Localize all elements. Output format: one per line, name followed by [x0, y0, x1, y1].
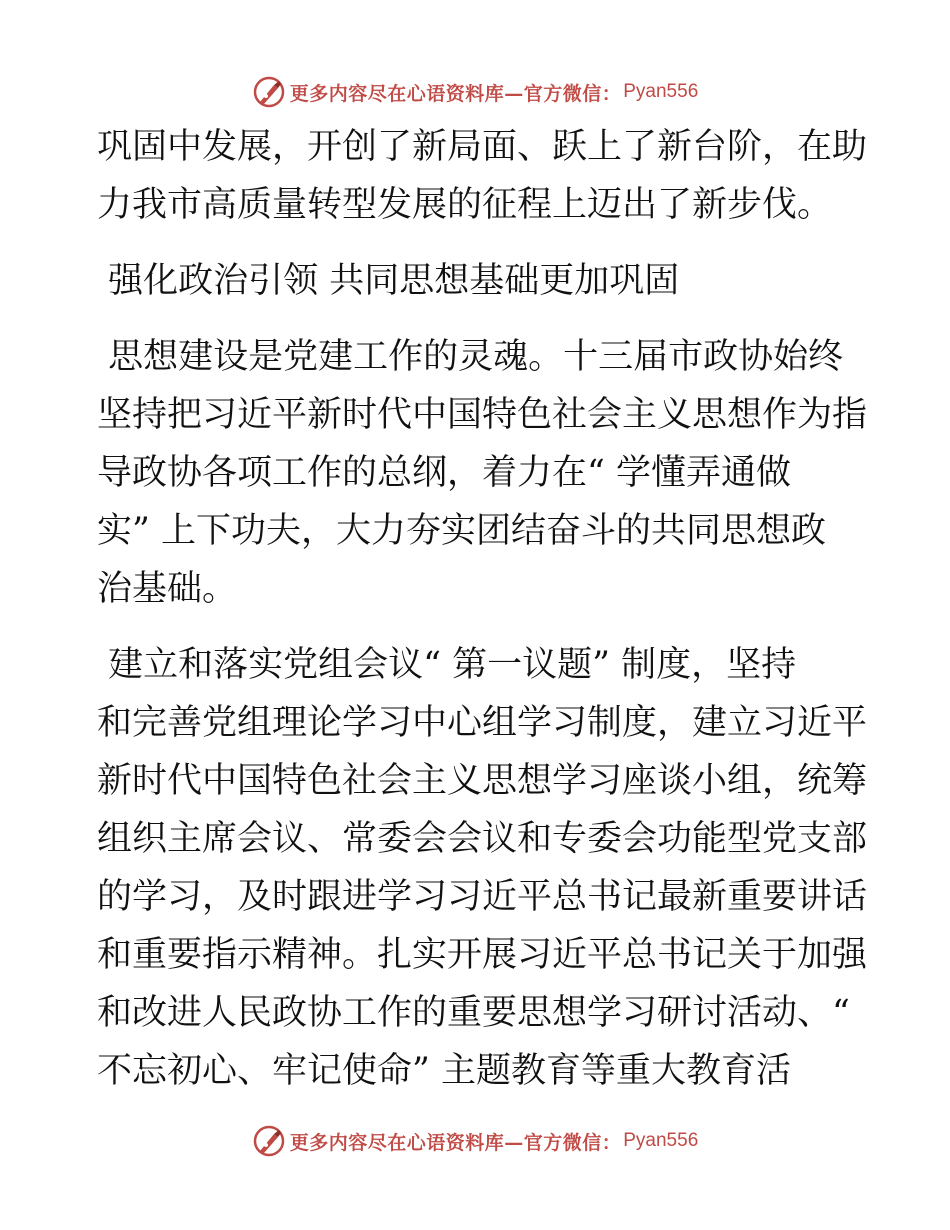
- text-line: 力我市高质量转型发展的征程上迈出了新步伐。: [97, 185, 833, 225]
- text-line: 建立和落实党组会议“ 第一议题” 制度，坚持: [97, 645, 797, 685]
- text-line: 思想建设是党建工作的灵魂。十三届市政协始终: [97, 337, 844, 377]
- wechat-id: Pyan556: [623, 1130, 699, 1151]
- text-line: 和改进人民政协工作的重要思想学习研讨活动、“: [97, 993, 850, 1033]
- paragraph: [97, 636, 868, 1100]
- footer-banner: [0, 1121, 950, 1161]
- text-line: 的学习，及时跟进学习习近平总书记最新重要讲话: [97, 877, 868, 917]
- banner-text: 更多内容尽在心语资料库—官方微信：: [289, 1131, 622, 1154]
- text-line: 巩固中发展，开创了新局面、跃上了新台阶，在助: [97, 127, 868, 167]
- text-line: 实” 上下功夫，大力夯实团结奋斗的共同思想政: [97, 511, 827, 551]
- text-line: 坚持把习近平新时代中国特色社会主义思想作为指: [97, 395, 868, 435]
- paragraph: [97, 328, 868, 618]
- pen-logo-icon: [252, 75, 286, 109]
- wechat-id: Pyan556: [623, 81, 699, 102]
- document-body: [97, 118, 868, 1100]
- text-line: 治基础。: [97, 569, 238, 609]
- pen-logo-icon: [252, 1124, 286, 1158]
- text-line: 和重要指示精神。扎实开展习近平总书记关于加强: [97, 935, 868, 975]
- text-line: 不忘初心、牢记使命” 主题教育等重大教育活: [97, 1051, 792, 1091]
- header-banner: [0, 72, 950, 112]
- text-line: 组织主席会议、常委会会议和专委会功能型党支部: [97, 819, 868, 859]
- text-line: 和完善党组理论学习中心组学习制度，建立习近平: [97, 703, 868, 743]
- heading-line: 强化政治引领 共同思想基础更加巩固: [97, 261, 680, 301]
- text-line: 新时代中国特色社会主义思想学习座谈小组，统筹: [97, 761, 868, 801]
- text-line: 导政协各项工作的总纲，着力在“ 学懂弄通做: [97, 453, 792, 493]
- paragraph: [97, 118, 868, 234]
- section-heading: [97, 252, 857, 310]
- banner-text: 更多内容尽在心语资料库—官方微信：: [289, 82, 622, 105]
